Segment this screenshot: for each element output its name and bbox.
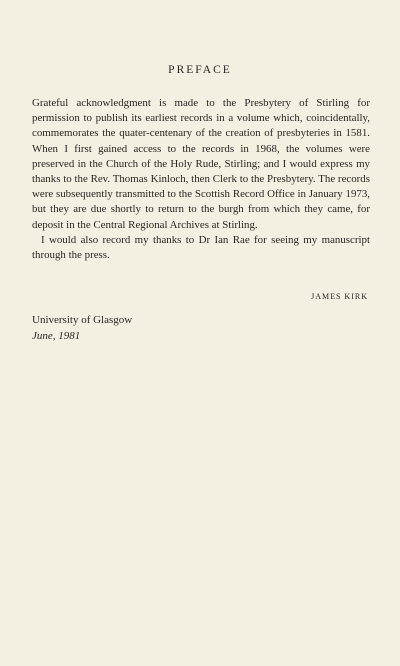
institution: University of Glasgow — [32, 314, 133, 326]
date: June, 1981 — [32, 329, 81, 342]
paragraph-2: I would also record my thanks to Dr Ian Rae for seeing my manuscript through the press. — [32, 233, 370, 262]
author-signature: JAMES KIRK — [311, 292, 368, 301]
paragraph-1: Grateful acknowledgment is made to the Presbytery of Stirling for permission to publish its earliest records in a volume which, coincidentally, commemorates the quater-centenary of the creation of presbyteries in 1581. When I first gained access to the records in 1968, the volumes were preserved in the Church of the Holy Rude, Stirling; and I would express my thanks to the Rev. Thomas Kinloch, then Clerk to the Presbytery. The records were subsequently transmitted to the Scottish Record Office in January 1973, but they are due shortly to return to the burgh from which they came, for deposit in the Central Regional Archives at Stirling. — [32, 97, 370, 231]
preface-text — [32, 96, 370, 263]
place-and-date — [32, 313, 132, 344]
page-title: PREFACE — [168, 64, 232, 76]
